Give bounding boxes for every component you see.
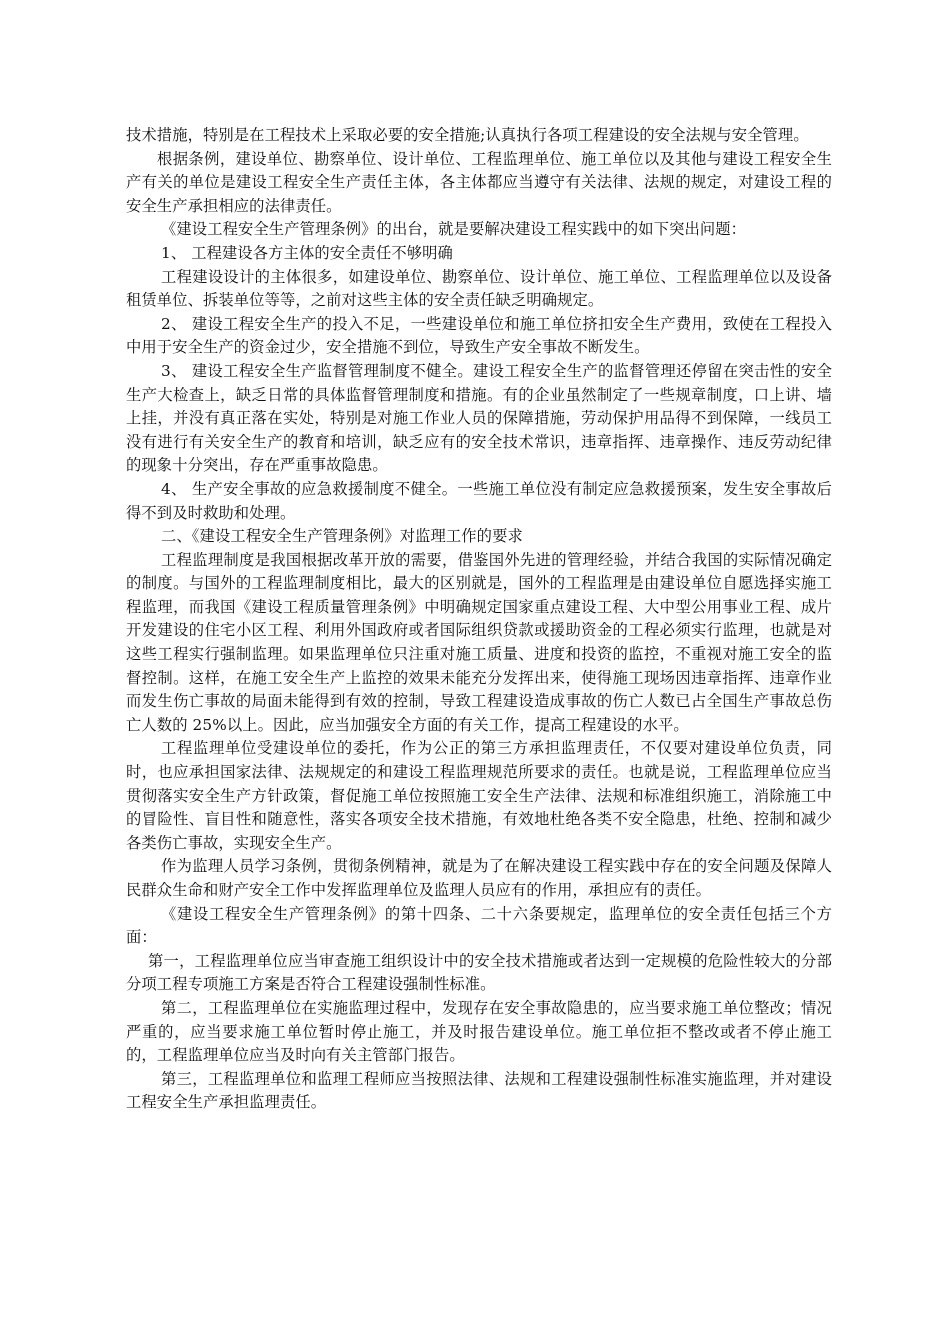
list-item-1-heading: 1、 工程建设各方主体的安全责任不够明确: [161, 243, 453, 262]
paragraph-continuation: 技术措施，特别是在工程技术上采取必要的安全措施;认真执行各项工程建设的安全法规与安全管理。: [126, 126, 809, 144]
document-body: [126, 124, 832, 1115]
paragraph-three-aspects: 《建设工程安全生产管理条例》的第十四条、二十六条要规定，监理单位的安全责任包括三个方面：: [126, 904, 832, 947]
paragraph-first-aspect: 第一，工程监理单位应当审查施工组织设计中的安全技术措施或者达到一定规模的危险性较大的分部分项工程专项施工方案是否符合工程建设强制性标准。: [126, 951, 832, 994]
paragraph-regulation-intro: 《建设工程安全生产管理条例》的出台，就是要解决建设工程实践中的如下突出问题：: [161, 220, 747, 239]
section-heading-2: 二、《建设工程安全生产管理条例》对监理工作的要求: [161, 527, 523, 546]
paragraph-responsibility-subjects: 根据条例，建设单位、勘察单位、设计单位、工程监理单位、施工单位以及其他与建设工程安全生产有关的单位是建设工程安全生产责任主体，各主体都应当遵守有关法律、法规的规定，对建设工程的安全生产承担相应的法律责任。: [126, 149, 832, 215]
list-item-4: 4、 生产安全事故的应急救援制度不健全。一些施工单位没有制定应急救援预案，发生安全事故后得不到及时救助和处理。: [126, 479, 832, 522]
paragraph-supervision-duty: 工程监理单位受建设单位的委托，作为公正的第三方承担监理责任，不仅要对建设单位负责，同时，也应承担国家法律、法规规定的和建设工程监理规范所要求的责任。也就是说，工程监理单位应当贯彻落实安全生产方针政策，督促施工单位按照施工安全生产法律、法规和标准组织施工，消除施工中的冒险性、盲目性和随意性，落实各项安全技术措施，有效地杜绝各类不安全隐患，杜绝、控制和减少各类伤亡事故，实现安全生产。: [126, 739, 832, 852]
paragraph-supervision-system: 工程监理制度是我国根据改革开放的需要，借鉴国外先进的管理经验，并结合我国的实际情况确定的制度。与国外的工程监理制度相比，最大的区别就是，国外的工程监理是由建设单位自愿选择实施工程监理，而我国《建设工程质量管理条例》中明确规定国家重点建设工程、大中型公用事业工程、成片开发建设的住宅小区工程、利用外国政府或者国际组织贷款或援助资金的工程必须实行监理，也就是对这些工程实行强制监理。如果监理单位只注重对施工质量、进度和投资的监控，不重视对施工安全的监督控制。这样，在施工安全生产上监控的效果未能充分发挥出来，使得施工现场因违章指挥、违章作业而发生伤亡事故的局面未能得到有效的控制，导致工程建设造成事故的伤亡人数已占全国生产事故总伤亡人数的 25%以上。因此，应当加强安全方面的有关工作，提高工程建设的水平。: [126, 550, 832, 734]
paragraph-third-aspect: 第三，工程监理单位和监理工程师应当按照法律、法规和工程建设强制性标准实施监理，并对建设工程安全生产承担监理责任。: [126, 1069, 832, 1112]
list-item-2: 2、 建设工程安全生产的投入不足，一些建设单位和施工单位挤扣安全生产费用，致使在工程投入中用于安全生产的资金过少，安全措施不到位，导致生产安全事故不断发生。: [126, 314, 832, 357]
list-item-3: 3、 建设工程安全生产监督管理制度不健全。建设工程安全生产的监督管理还停留在突击性的安全生产大检查上，缺乏日常的具体监督管理制度和措施。有的企业虽然制定了一些规章制度，口上讲、墙上挂，并没有真正落在实处，特别是对施工作业人员的保障措施，劳动保护用品得不到保障，一线员工没有进行有关安全生产的教育和培训，缺乏应有的安全技术常识，违章指挥、违章操作、违反劳动纪律的现象十分突出，存在严重事故隐患。: [126, 361, 832, 475]
paragraph-learning-regulation: 作为监理人员学习条例，贯彻条例精神，就是为了在解决建设工程实践中存在的安全问题及保障人民群众生命和财产安全工作中发挥监理单位及监理人员应有的作用，承担应有的责任。: [126, 857, 832, 899]
paragraph-item-1-detail: 工程建设设计的主体很多，如建设单位、勘察单位、设计单位、施工单位、工程监理单位以及设备租赁单位、拆装单位等等，之前对这些主体的安全责任缺乏明确规定。: [126, 267, 832, 310]
paragraph-second-aspect: 第二，工程监理单位在实施监理过程中，发现存在安全事故隐患的，应当要求施工单位整改；情况严重的，应当要求施工单位暂时停止施工，并及时报告建设单位。施工单位拒不整改或者不停止施工的，工程监理单位应当及时向有关主管部门报告。: [126, 998, 832, 1065]
